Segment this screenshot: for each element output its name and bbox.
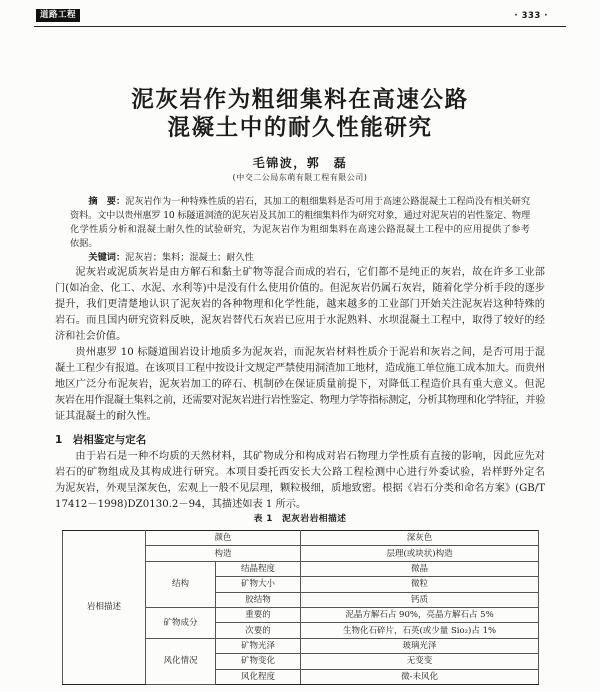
article-title-line: 泥灰岩作为粗细集料在高速公路 — [131, 87, 469, 113]
table-cell-value: 泥晶方解石占 90%，亮晶方解石占 5% — [301, 607, 539, 622]
abstract-line — [70, 195, 530, 209]
table-cell-value: 生物化石碎片，石英(或少量 Sio₂)占 1% — [301, 623, 539, 638]
body-text-line: 门(如冶金、化工、水泥、水利等)中是没有什么使用价值的。但泥灰岩仍属石灰岩，随着化学分析手段的逐步 — [55, 283, 545, 294]
table-cell-label: 颜色 — [146, 531, 301, 546]
section-heading: 1 岩相鉴定与定名 — [55, 434, 147, 446]
abstract-line: 资料。文中以贵州惠罗 10 标隧道洞渣的泥灰岩及其加工的粗细集料作为研究对象，通过对泥灰岩的岩性鉴定、物理 — [70, 210, 530, 221]
body-text-line: 提升，我们更清楚地认识了泥灰岩的各种物理和化学性能，越来越多的工业部门开始关注泥灰岩这种特殊的 — [55, 299, 545, 310]
table-cell-label: 重要的 — [216, 607, 301, 622]
abstract-line: 依据。 — [70, 238, 98, 249]
rock-description-table — [62, 530, 539, 685]
table-cell-label: 风化程度 — [216, 669, 301, 684]
table-cell-label: 次要的 — [216, 623, 301, 638]
table-cell-value: 层理(或块状)构造 — [301, 546, 539, 561]
table-row — [63, 531, 539, 546]
table-cell-label: 构造 — [146, 546, 301, 561]
abstract — [70, 195, 530, 251]
body-paragraph — [55, 345, 545, 425]
table-cell-value: 深灰色 — [301, 531, 539, 546]
body-text-line: 泥灰岩或泥质灰岩是由方解石和黏土矿物等混合而成的岩石，它们都不是纯正的灰岩，故在许多工业部 — [75, 267, 545, 278]
table-cell-value: 玻璃光泽 — [301, 638, 539, 653]
table-cell-label: 矿物大小 — [216, 577, 301, 592]
keywords-text: 泥灰岩；集料；混凝土；耐久性 — [125, 252, 254, 263]
abstract-label: 摘 要： — [88, 196, 126, 207]
table-cell-label: 结晶程度 — [216, 561, 301, 576]
table-cell-value: 微晶 — [301, 561, 539, 576]
table-group-label: 风化情况 — [146, 638, 216, 684]
page-number: · 333 · — [514, 11, 548, 21]
table-caption: 表 1 泥灰岩岩相描述 — [253, 514, 347, 524]
table-cell-value: 微-未风化 — [301, 669, 539, 684]
table-cell-value: 微粒 — [301, 577, 539, 592]
body-text-line: 岩石的矿物组成及其构成进行研究。本项目委托西安长大公路工程检测中心进行外委试验，岩样野外定名 — [55, 467, 545, 478]
body-text-line: 凝土工程少有报道。在该项目工程中按设计文规定严禁使用洞渣加工地材，造成施工单位施工成本加大。而贵州 — [55, 363, 545, 374]
body-text-line: 贵州惠罗 10 标隧道围岩设计地质多为泥灰岩，而泥灰岩材料性质介于泥岩和灰岩之间，是否可用于混 — [75, 347, 545, 358]
article-title — [0, 86, 600, 142]
body-text-line: 证其混凝土的耐久性。 — [55, 411, 157, 422]
body-text-line: 地区广泛分布泥灰岩，泥灰岩加工的碎石、机制砂在保证质量前提下，对降低工程造价具有重大意义。但泥 — [55, 379, 545, 390]
keywords — [70, 251, 530, 265]
article-title-line: 混凝土中的耐久性能研究 — [167, 115, 433, 141]
body-text-line: 由于岩石是一种不均质的天然材料，其矿物成分和构成对岩石物理力学性质有直接的影响，因此应先对 — [75, 451, 545, 462]
table-cell-label: 矿物光泽 — [216, 638, 301, 653]
table-cell-value: 钙质 — [301, 592, 539, 607]
abstract-line: 化学性质分析和混凝土耐久性的试验研究，为泥灰岩作为粗细集料在高速公路混凝土工程中的应用提供了参考 — [70, 224, 530, 235]
keywords-label: 关键词： — [88, 252, 126, 263]
author-list: 毛锦波，郭 磊 — [252, 156, 348, 170]
body-paragraph — [55, 449, 545, 513]
body-text-line: 为泥灰岩，外观呈深灰色，宏观上一般不见层理，颗粒极细，质地致密。根据《岩石分类和命名方案》(GB/T — [55, 483, 545, 494]
keywords-line — [70, 251, 530, 265]
body-text-line: 17412－1998)DZ0130.2－94，其描述如表 1 所示。 — [55, 499, 307, 510]
body-paragraph — [55, 265, 545, 345]
table-group-label: 矿物成分 — [146, 607, 216, 638]
table-group-label: 结构 — [146, 561, 216, 607]
body-text-line: 济和社会价值。 — [55, 331, 127, 342]
table-cell-value: 无变变 — [301, 654, 539, 669]
abstract-text: 泥灰岩作为一种特殊性质的岩石，其加工的粗细集料是否可用于高速公路混凝土工程尚没有相关研究 — [125, 196, 531, 207]
table-row-header: 岩相描述 — [63, 531, 146, 685]
body-text-line: 岩石。而且国内研究资料反映，泥灰岩替代石灰岩已应用于水泥熟料、水坝混凝土工程中，取得了较好的经 — [55, 315, 545, 326]
journal-section-tag: 道路工程 — [36, 9, 80, 22]
running-head — [34, 8, 566, 27]
body-text-line: 灰岩在用作混凝土集料之前，还需要对泥灰岩进行岩性鉴定、物理力学等指标测定，分析其物理和化学特征，并验 — [55, 395, 545, 406]
author-affiliation: (中交二公局东萌有限工程有限公司) — [232, 173, 368, 182]
table-cell-label: 胶结物 — [216, 592, 301, 607]
table-cell-label: 矿物变化 — [216, 654, 301, 669]
